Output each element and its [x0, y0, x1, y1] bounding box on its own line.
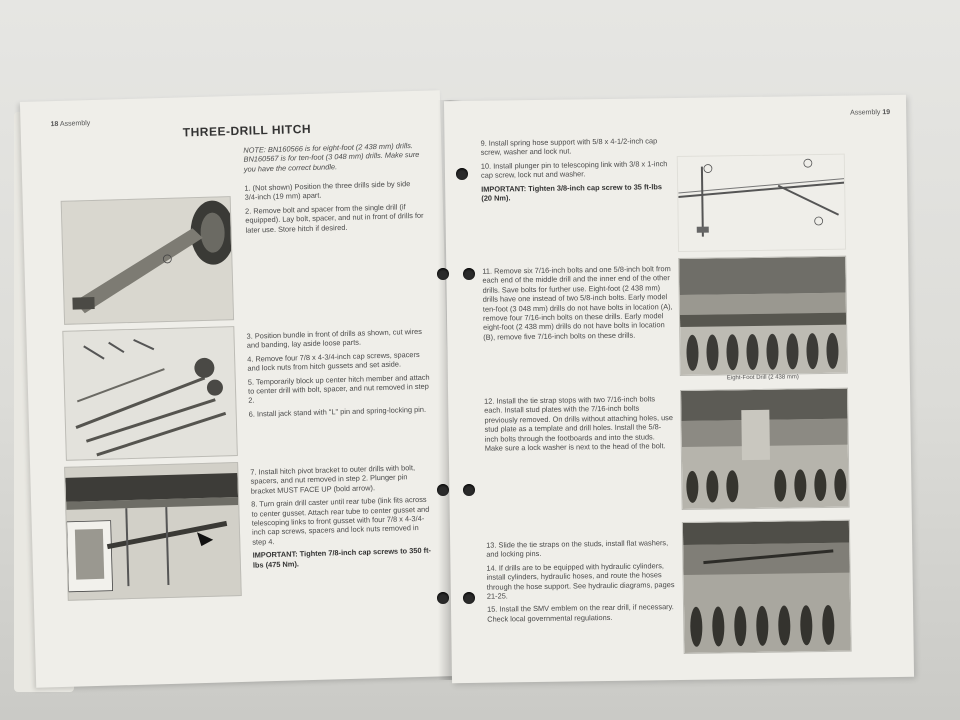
- step-14: 14. If drills are to be equipped with hydraulic cylinders, install cylinders, hydraulic hoses, and route the hoses through the hose support. See hydraulic diagrams, pages 21-25.: [486, 561, 675, 601]
- steps-9-10: [480, 136, 671, 207]
- binder-hole-2: [463, 268, 475, 280]
- steps-7-8: [250, 463, 435, 574]
- step-13: 13. Slide the tie straps on the studs, install flat washers, and locking pins.: [486, 538, 669, 560]
- left-page-section: Assembly: [59, 120, 91, 128]
- step-2: 2. Remove bolt and spacer from the single drill (if equipped). Lay bolt, spacer, and nut in front of drills for later use. Store hitch if desired.: [244, 202, 424, 235]
- tie-strap-illustration: [681, 389, 849, 509]
- step-7: 7. Install hitch pivot bracket to outer drills with bolt, spacers, and nut removed in step 2. Plunger pin bracket MUST FACE UP (bold arrow).: [250, 463, 416, 496]
- step-3: 3. Position bundle in front of drills as shown, cut wires and banding, lay aside loose parts.: [246, 326, 423, 351]
- left-page-header: [50, 120, 90, 128]
- hydraulic-illustration: [683, 521, 851, 653]
- right-page-number: 19: [882, 109, 891, 117]
- binder-hole-7: [437, 592, 449, 604]
- steps-13-15: [486, 538, 677, 628]
- step-6: 6. Install jack stand with "L" pin and spring-locking pin.: [248, 404, 427, 419]
- important-note-right: IMPORTANT: Tighten 3/8-inch cap screw to 35 ft-lbs (20 Nm).: [481, 181, 663, 203]
- step-1: 1. (Not shown) Position the three drills side by side 3/4-inch (19 mm) apart.: [244, 179, 411, 203]
- steps-3-6: [246, 327, 430, 423]
- left-page: [20, 90, 456, 687]
- hose-support-illustration: [678, 155, 845, 251]
- step-15: 15. Install the SMV emblem on the rear drill, if necessary. Check local governmental regulations.: [486, 602, 674, 624]
- pivot-bracket-illustration: [65, 463, 241, 600]
- binder-hole-6: [437, 484, 449, 496]
- photo-caption: Eight-Foot Drill (2 438 mm): [726, 374, 799, 382]
- hydraulic-photo: [682, 520, 852, 654]
- page-title: THREE-DRILL HITCH: [182, 121, 312, 140]
- steps-1-2: [244, 179, 425, 239]
- right-page: [444, 95, 914, 683]
- right-page-section: Assembly: [850, 109, 881, 117]
- important-note-left: IMPORTANT: Tighten 7/8-inch cap screws to 350 ft-lbs (475 Nm).: [252, 545, 432, 570]
- left-page-number: 18: [50, 120, 59, 129]
- pivot-bracket-photo: [64, 462, 242, 601]
- step-11-block: [482, 264, 673, 346]
- step-4: 4. Remove four 7/8 x 4-3/4-inch cap screws, spacers and lock nuts from hitch gussets and set aside.: [247, 349, 420, 373]
- hitch-tongue-illustration: [62, 197, 233, 324]
- binder-hole-5: [437, 268, 449, 280]
- bundle-parts-photo: [62, 326, 238, 461]
- step-8: 8. Turn grain drill caster until rear tube (link fits across to center gusset. Attach rear tube to center gusset and telescoping links to front gusset with four 7/8 x 4-3/4-inch cap screws, spacers and lock nuts removed in step 4.: [251, 494, 430, 547]
- tie-strap-photo: [680, 388, 850, 510]
- drill-bolts-illustration: [679, 257, 847, 375]
- hose-support-diagram: [677, 154, 846, 252]
- step-5: 5. Temporarily block up center hitch member and attach to center drill with bolt, spacer, and nut removed in step 2.: [247, 372, 430, 406]
- bundle-parts-illustration: [63, 327, 237, 460]
- hitch-tongue-photo: [61, 196, 234, 325]
- binder-hole-4: [463, 592, 475, 604]
- step-12: 12. Install the tie strap stops with two 7/16-inch bolts each. Install stud plates with the 7/16-inch bolts previously removed. On drills without attaching holes, use stud plate as a template and drill holes. Install the 5/8-inch bolts through the footboards and into the studs. Make sure a lock washer is next to the head of the bolt.: [484, 394, 674, 453]
- binder-hole-3: [463, 484, 475, 496]
- step-10: 10. Install plunger pin to telescoping link with 3/8 x 1-inch cap screw, lock nut and washer.: [480, 158, 668, 180]
- step-12-block: [484, 394, 675, 457]
- right-page-header: [850, 109, 890, 117]
- step-9: 9. Install spring hose support with 5/8 x 4-1/2-inch cap screw, washer and lock nut.: [480, 136, 658, 158]
- bundle-note: NOTE: BN160566 is for eight-foot (2 438 mm) drills. BN160567 is for ten-foot (3 048 mm) drills. Make sure you have the correct bundle.: [243, 141, 420, 174]
- drill-bolts-photo: [678, 256, 848, 376]
- step-11: 11. Remove six 7/16-inch bolts and one 5/8-inch bolt from each end of the middle drill and the inner end of the other drills. Save bolts for further use. Eight-foot (2 438 mm) drills have one instead of two 5/8-inch bolts. Early model ten-foot (3 048 mm) drills do not have bolts in location (A), remove four 7/16-inch bolts on these drills. Early model eight-foot (2 438 mm) drills do not have bolts in location (B), remove five 7/16-inch bolts on these drills.: [482, 264, 673, 342]
- binder-hole-1: [456, 168, 468, 180]
